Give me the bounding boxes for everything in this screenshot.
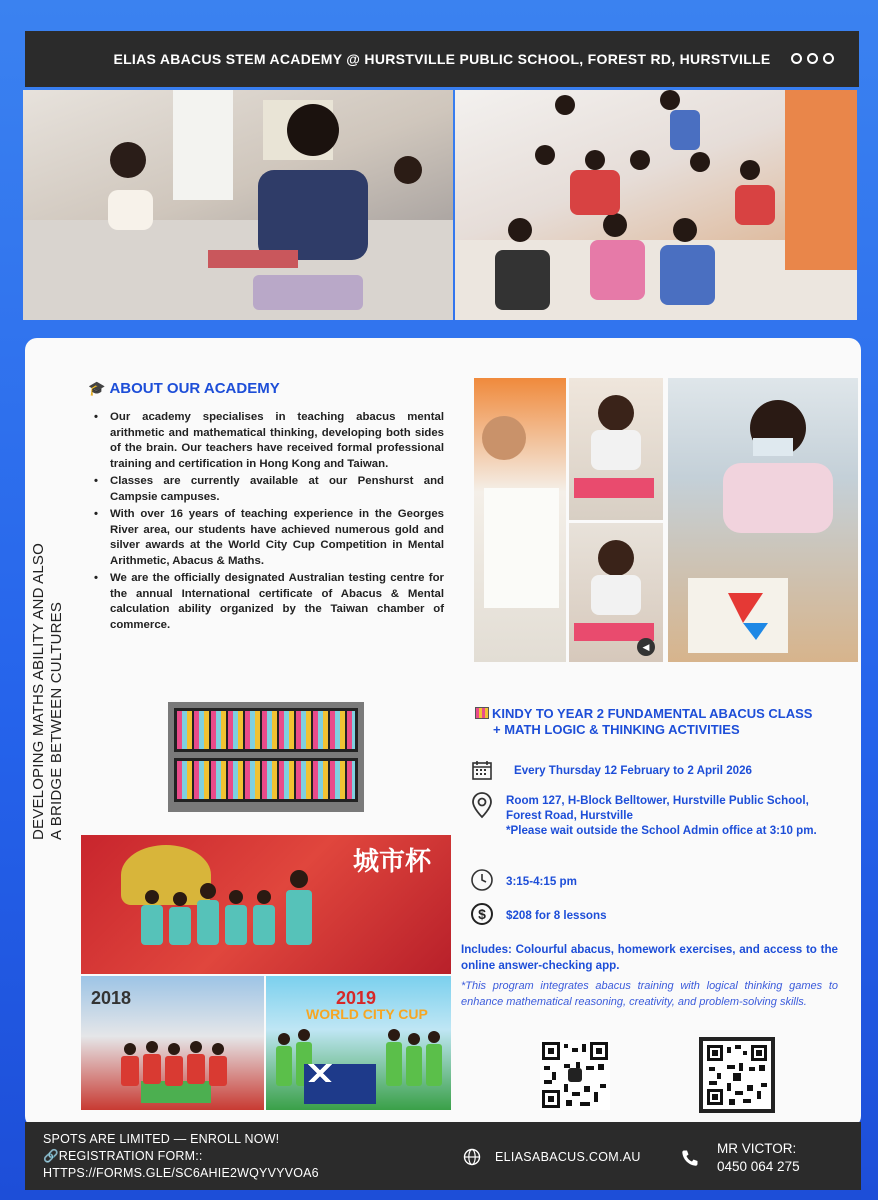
- class-heading: [475, 706, 845, 738]
- globe-icon: [463, 1148, 481, 1166]
- collage-photo-girl-writing: [569, 523, 663, 662]
- website-link[interactable]: ELIASABACUS.COM.AU: [495, 1150, 641, 1164]
- class-heading-line-1: KINDY TO YEAR 2 FUNDAMENTAL ABACUS CLASS: [492, 706, 813, 721]
- year-2019: 2019: [336, 988, 377, 1008]
- class-time-row: [470, 868, 577, 892]
- calendar-icon: [470, 758, 494, 782]
- collage-photo-tangram: [668, 378, 858, 662]
- wechat-qr-code[interactable]: [540, 1040, 610, 1110]
- class-location-row: [470, 793, 836, 838]
- vertical-tagline: [30, 540, 66, 840]
- play-icon[interactable]: ◀: [637, 638, 655, 656]
- footer-enroll: [43, 1131, 319, 1182]
- competition-photo-2018: [81, 976, 264, 1110]
- footer-website[interactable]: [463, 1148, 641, 1166]
- website-qr-code[interactable]: [699, 1037, 775, 1113]
- header-bar: [25, 31, 859, 87]
- competition-photo-2019: [266, 976, 451, 1110]
- class-price: $208 for 8 lessons: [506, 909, 607, 922]
- abacus-icon: [475, 707, 489, 719]
- class-price-row: [470, 902, 607, 926]
- list-item: • With over 16 years of teaching experience in the Georges River area, our students have achieved numerous gold and silver awards at the World City Cup Competition in Mental Arithmetic, Abacus & Maths.: [92, 507, 444, 569]
- students-group-photo: [455, 90, 857, 320]
- abacus-row: [174, 708, 358, 752]
- dollar-icon: [470, 902, 494, 926]
- graduation-cap-icon: 🎓: [88, 380, 106, 396]
- collage-photo-worksheet: [474, 378, 566, 662]
- clock-icon: [470, 868, 494, 892]
- svg-text:$: $: [478, 906, 486, 922]
- footer-contact[interactable]: [681, 1140, 800, 1176]
- list-item: • Classes are currently available at our Penshurst and Campsie campuses.: [92, 474, 444, 505]
- abacus-row: [174, 758, 358, 802]
- registration-link[interactable]: HTTPS://FORMS.GLE/SC6AHIE2WQYVYVOA6: [43, 1166, 319, 1180]
- registration-label: 🔗REGISTRATION FORM::: [43, 1149, 203, 1163]
- tagline-line-1: DEVELOPING MATHS ABILITY AND ALSO: [30, 543, 47, 840]
- includes-text: Includes: Colourful abacus, homework exercises, and access to the online answer-checking app.: [461, 943, 838, 972]
- collage-photo-girl-abacus: [569, 378, 663, 520]
- list-item: • Our academy specialises in teaching abacus mental arithmetic and mathematical thinking, developing both sides of the brain. Our teachers have received formal professional training and certification in Hong Kong and Taiwan.: [92, 410, 444, 472]
- year-2018: 2018: [91, 988, 132, 1008]
- footer-bar: [25, 1122, 861, 1190]
- competition-banner: 城市杯: [352, 846, 431, 876]
- contact-name: MR VICTOR:: [717, 1141, 797, 1156]
- list-item: • We are the officially designated Australian testing centre for the annual International certificate of Abacus & Mental calculation ability organized by the Taiwan chamber of commerce.: [92, 571, 444, 633]
- tagline-line-2: A BRIDGE BETWEEN CULTURES: [48, 601, 65, 840]
- page-title: ELIAS ABACUS STEM ACADEMY @ HURSTVILLE PUBLIC SCHOOL, FOREST RD, HURSTVILLE: [113, 51, 771, 67]
- class-location-note: *Please wait outside the School Admin office at 3:10 pm.: [506, 824, 817, 837]
- class-date: Every Thursday 12 February to 2 April 2026: [514, 764, 752, 777]
- class-time: 3:15-4:15 pm: [506, 875, 577, 888]
- competition-photo-1: [81, 835, 451, 974]
- class-heading-line-2: + MATH LOGIC & THINKING ACTIVITIES: [493, 722, 740, 737]
- about-list: [92, 410, 444, 635]
- phone-icon: [681, 1149, 699, 1167]
- location-pin-icon: [470, 793, 494, 817]
- abacus-image: [168, 702, 364, 812]
- more-options-icon[interactable]: [791, 53, 834, 64]
- about-heading-text: ABOUT OUR ACADEMY: [109, 380, 280, 397]
- world-city-cup-title: WORLD CITY CUP: [306, 1006, 428, 1022]
- class-location: Room 127, H-Block Belltower, Hurstville Public School, Forest Road, Hurstville: [506, 794, 809, 822]
- spots-limited-text: SPOTS ARE LIMITED — ENROLL NOW!: [43, 1132, 280, 1146]
- contact-phone[interactable]: 0450 064 275: [717, 1159, 800, 1174]
- class-date-row: [470, 758, 752, 782]
- about-heading: [88, 380, 280, 397]
- australian-flag: [304, 1064, 376, 1104]
- classroom-photo: [23, 90, 453, 320]
- program-note: *This program integrates abacus training with logical thinking games to enhance mathematical reasoning, creativity, and problem-solving skills.: [461, 980, 838, 1008]
